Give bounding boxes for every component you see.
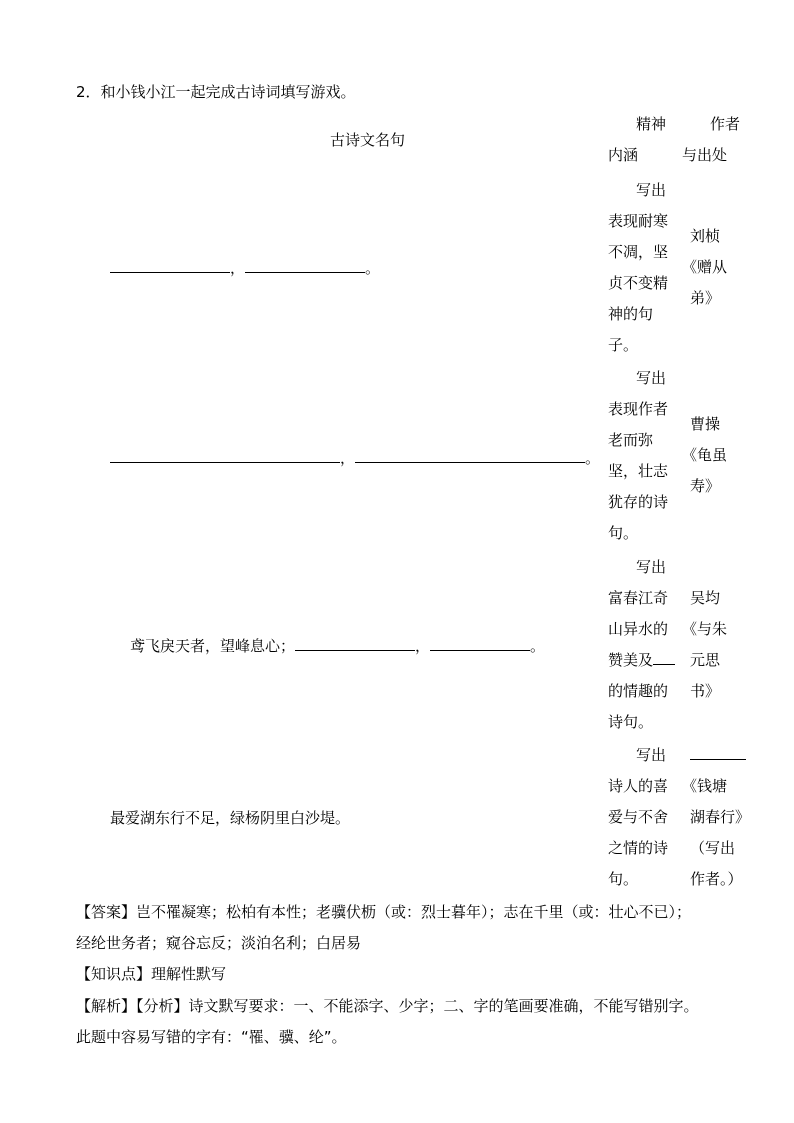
- row1-sentence: ， 。: [110, 258, 380, 278]
- row2-sentence: ， 。: [110, 448, 600, 468]
- answer-label: 【答案】: [76, 903, 137, 921]
- answer-line-1: 【答案】岂不罹凝寒；松柏有本性；老骥伏枥（或：烈士暮年）；志在千里（或：壮心不已）；: [76, 903, 692, 921]
- header-meaning-1: 精神: [636, 115, 667, 133]
- knowledge-line: 【知识点】理解性默写: [76, 965, 227, 983]
- header-source-2: 与出处: [682, 146, 728, 164]
- analysis-label: 【解析】【分析】: [76, 997, 189, 1015]
- analysis-line-2: 此题中容易写错的字有：“罹、骥、纶”。: [76, 1028, 347, 1046]
- row1-blank-1[interactable]: [110, 258, 230, 273]
- header-source-1: 作者: [710, 115, 741, 133]
- question-title: 2．和小钱小江一起完成古诗词填写游戏。: [76, 83, 356, 101]
- row3-blank-1[interactable]: [295, 636, 415, 651]
- row3-sentence: 鸢飞戾天者，望峰息心； ， 。: [130, 637, 546, 655]
- answer-line-2: 经纶世务者；窥谷忘反；淡泊名利；白居易: [76, 934, 362, 952]
- header-meaning-2: 内涵: [608, 146, 639, 164]
- knowledge-label: 【知识点】: [76, 965, 152, 983]
- row3-meaning-blank[interactable]: [653, 650, 675, 665]
- row4-sentence: 最爱湖东行不足，绿杨阴里白沙堤。: [110, 809, 351, 827]
- row4-author-blank[interactable]: [690, 745, 746, 760]
- row2-blank-1[interactable]: [110, 448, 340, 463]
- analysis-line-1: 【解析】【分析】诗文默写要求：一、不能添字、少字；二、字的笔画要准确，不能写错别字。: [76, 997, 699, 1015]
- row2-blank-2[interactable]: [355, 448, 585, 463]
- row3-blank-2[interactable]: [430, 636, 530, 651]
- header-sentence: 古诗文名句: [330, 131, 406, 149]
- row1-blank-2[interactable]: [245, 258, 365, 273]
